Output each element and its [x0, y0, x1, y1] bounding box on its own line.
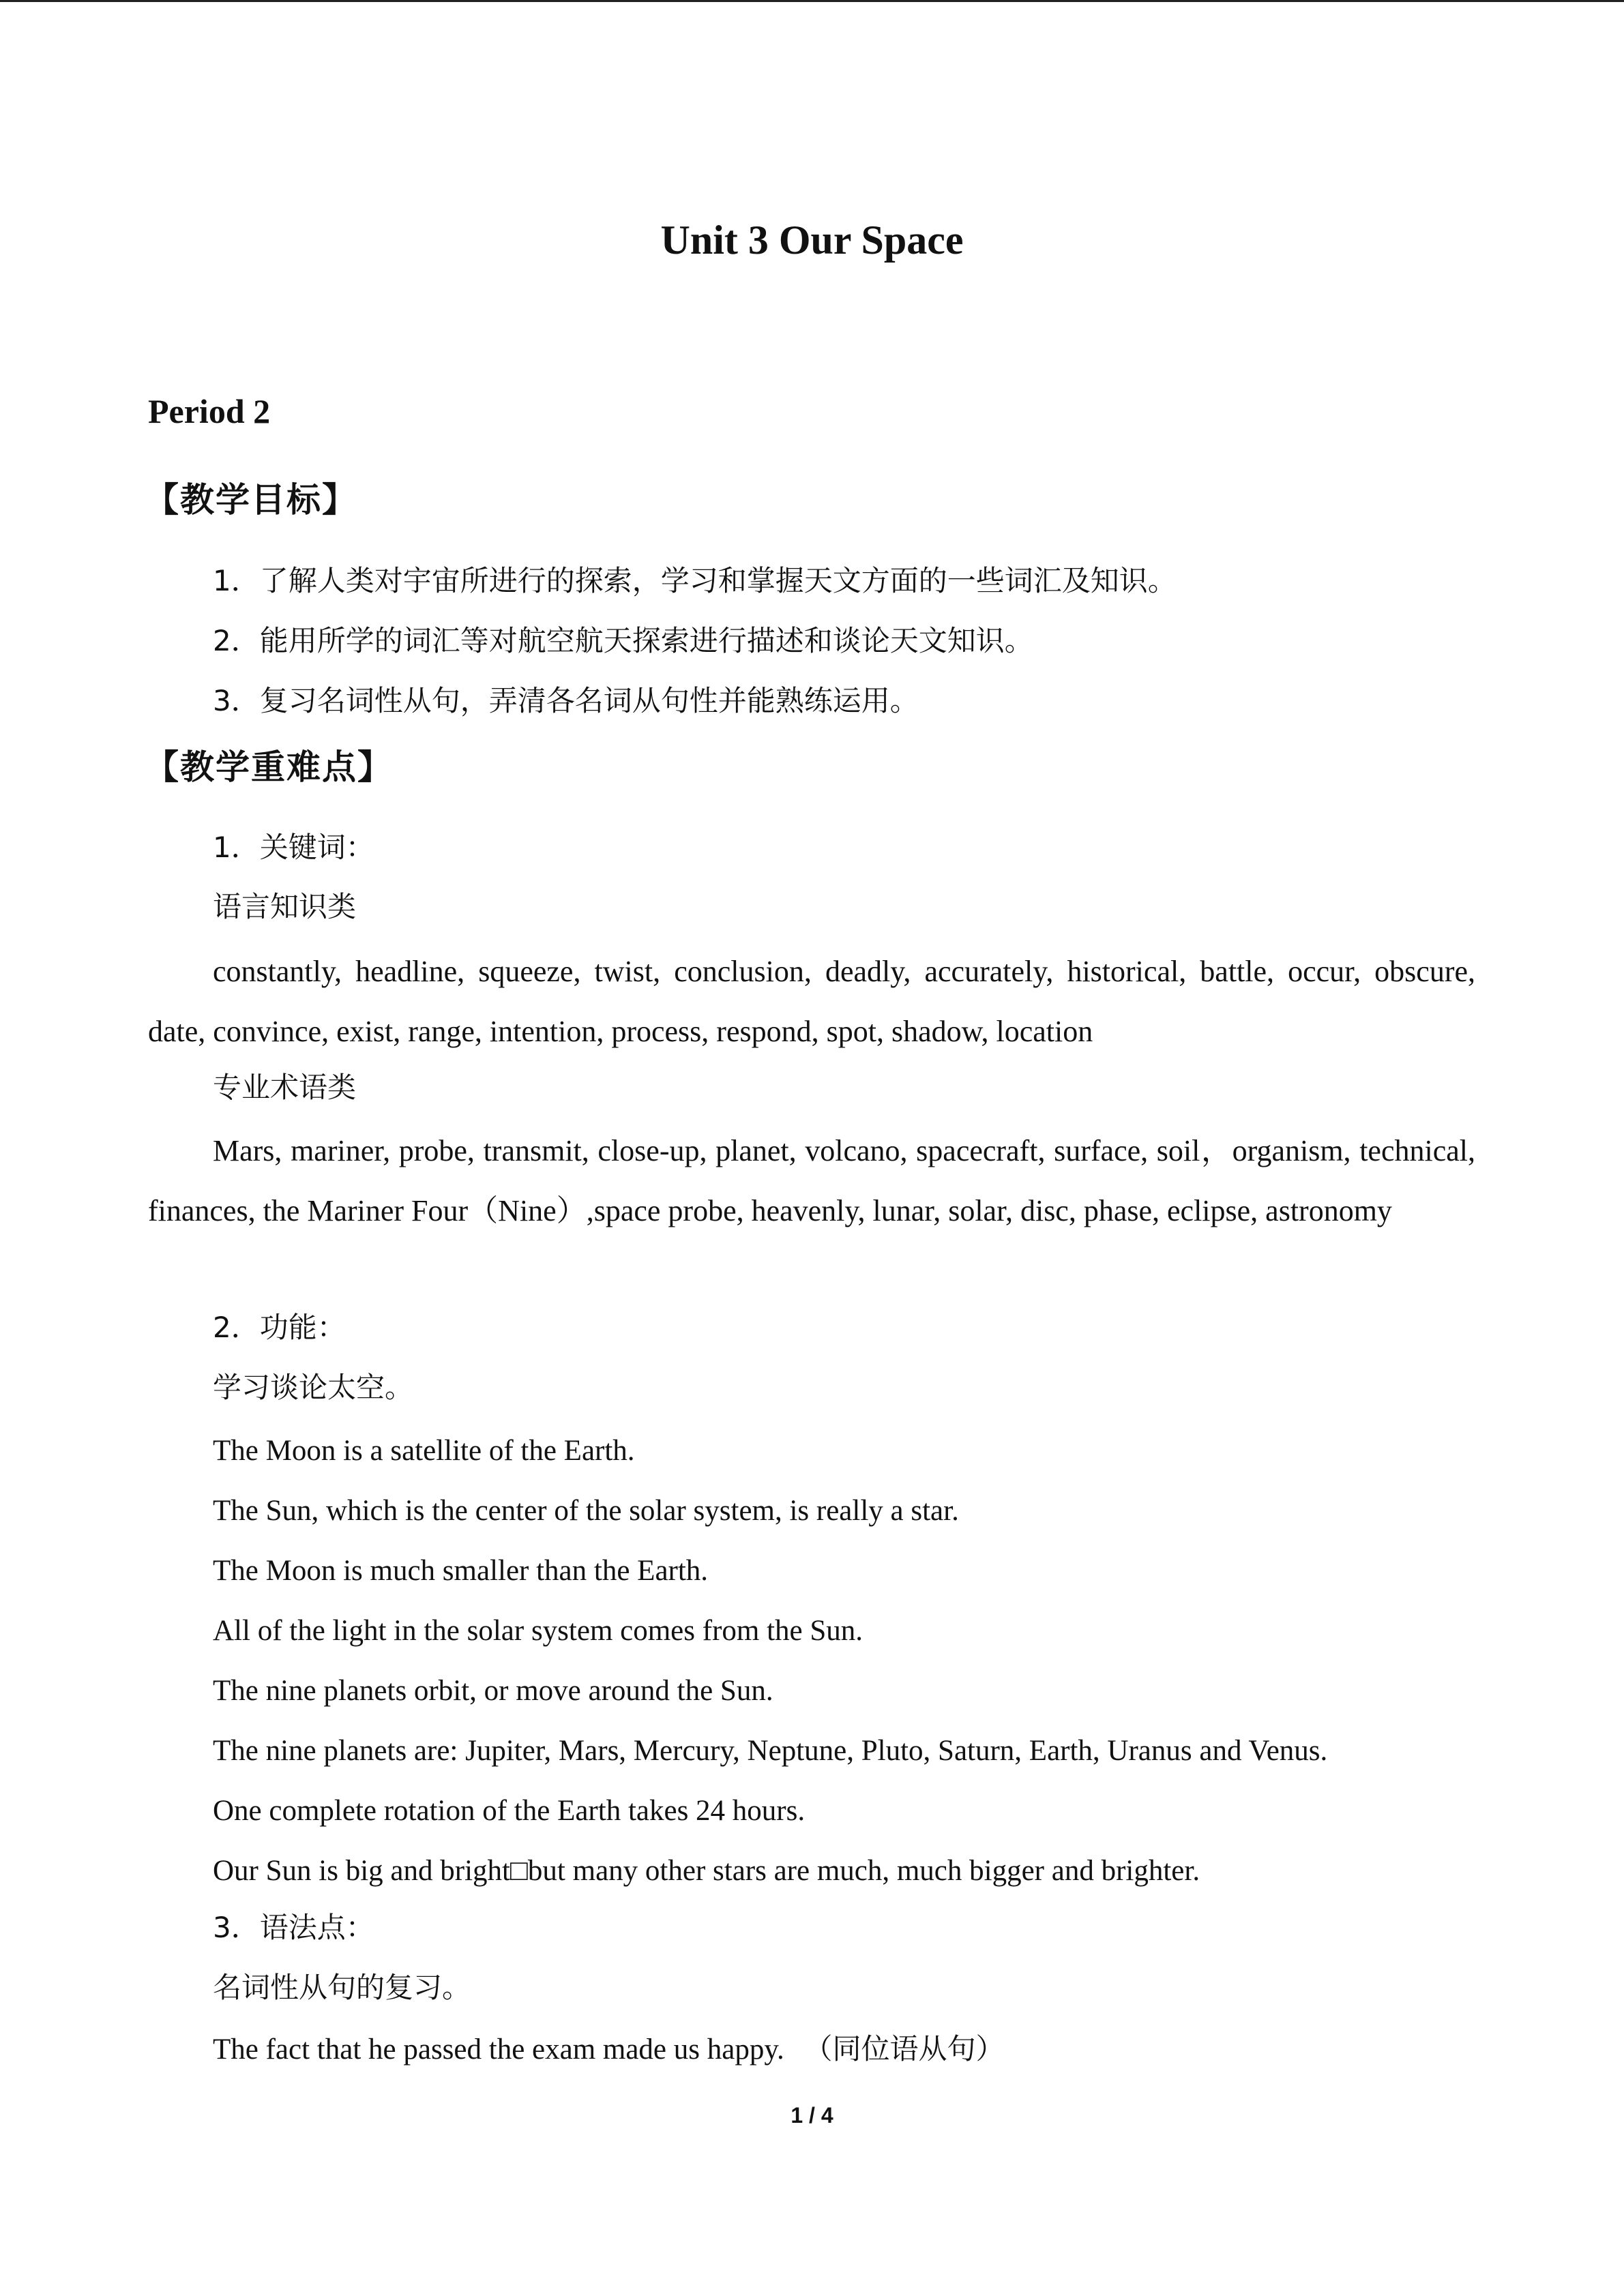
technical-term-list: Mars, mariner, probe, transmit, close-up, planet, volcano, spacecraft, surface, soil，organism, technical, finances, the Mariner Four（Nine）,space probe, heavenly, lunar, solar, disc, phase, eclipse, astronomy — [148, 1134, 1475, 1227]
function-sentence: The Moon is much smaller than the Earth. — [213, 1555, 709, 1587]
language-knowledge-label: 语言知识类 — [213, 890, 357, 923]
key-points-heading: 【教学重难点】 — [145, 747, 393, 787]
function-description: 学习谈论太空。 — [213, 1371, 414, 1404]
function-sentence: The Moon is a satellite of the Earth. — [213, 1435, 635, 1467]
objective-item-3: 3．复习名词性从句，弄清各名词从句性并能熟练运用。 — [213, 684, 919, 717]
document-title: Unit 3 Our Space — [660, 218, 964, 263]
grammar-example-note: （同位语从句） — [803, 2032, 1005, 2066]
function-label: 2．功能： — [213, 1311, 346, 1344]
objectives-heading: 【教学目标】 — [145, 480, 357, 520]
grammar-description: 名词性从句的复习。 — [213, 1971, 471, 2004]
function-sentence: All of the light in the solar system comes from the Sun. — [213, 1615, 863, 1647]
function-sentence: The Sun, which is the center of the solar system, is really a star. — [213, 1495, 959, 1527]
grammar-example-sentence: The fact that he passed the exam made us happy. — [213, 2033, 784, 2066]
keywords-label: 1．关键词： — [213, 831, 374, 864]
function-sentence: Our Sun is big and bright□but many other stars are much, much bigger and brighter. — [213, 1855, 1200, 1887]
objective-item-2: 2．能用所学的词汇等对航空航天探索进行描述和谈论天文知识。 — [213, 624, 1033, 657]
objective-item-1: 1．了解人类对宇宙所进行的探索，学习和掌握天文方面的一些词汇及知识。 — [213, 564, 1177, 597]
grammar-label: 3．语法点： — [213, 1911, 374, 1944]
period-heading: Period 2 — [148, 392, 271, 430]
function-sentence: The nine planets orbit, or move around the Sun. — [213, 1675, 773, 1707]
page-number: 1 / 4 — [791, 2103, 833, 2128]
page-top-border — [0, 0, 1624, 2]
language-word-list: constantly, headline, squeeze, twist, conclusion, deadly, accurately, historical, battle, occur, obscure, date, convince, exist, range, intention, process, respond, spot, shadow, location — [148, 955, 1475, 1048]
function-sentence: One complete rotation of the Earth takes 24 hours. — [213, 1795, 806, 1827]
function-sentence: The nine planets are: Jupiter, Mars, Mercury, Neptune, Pluto, Saturn, Earth, Uranus and Venus. — [213, 1735, 1328, 1767]
grammar-example — [213, 2029, 1005, 2070]
technical-terms-label: 专业术语类 — [213, 1071, 357, 1104]
